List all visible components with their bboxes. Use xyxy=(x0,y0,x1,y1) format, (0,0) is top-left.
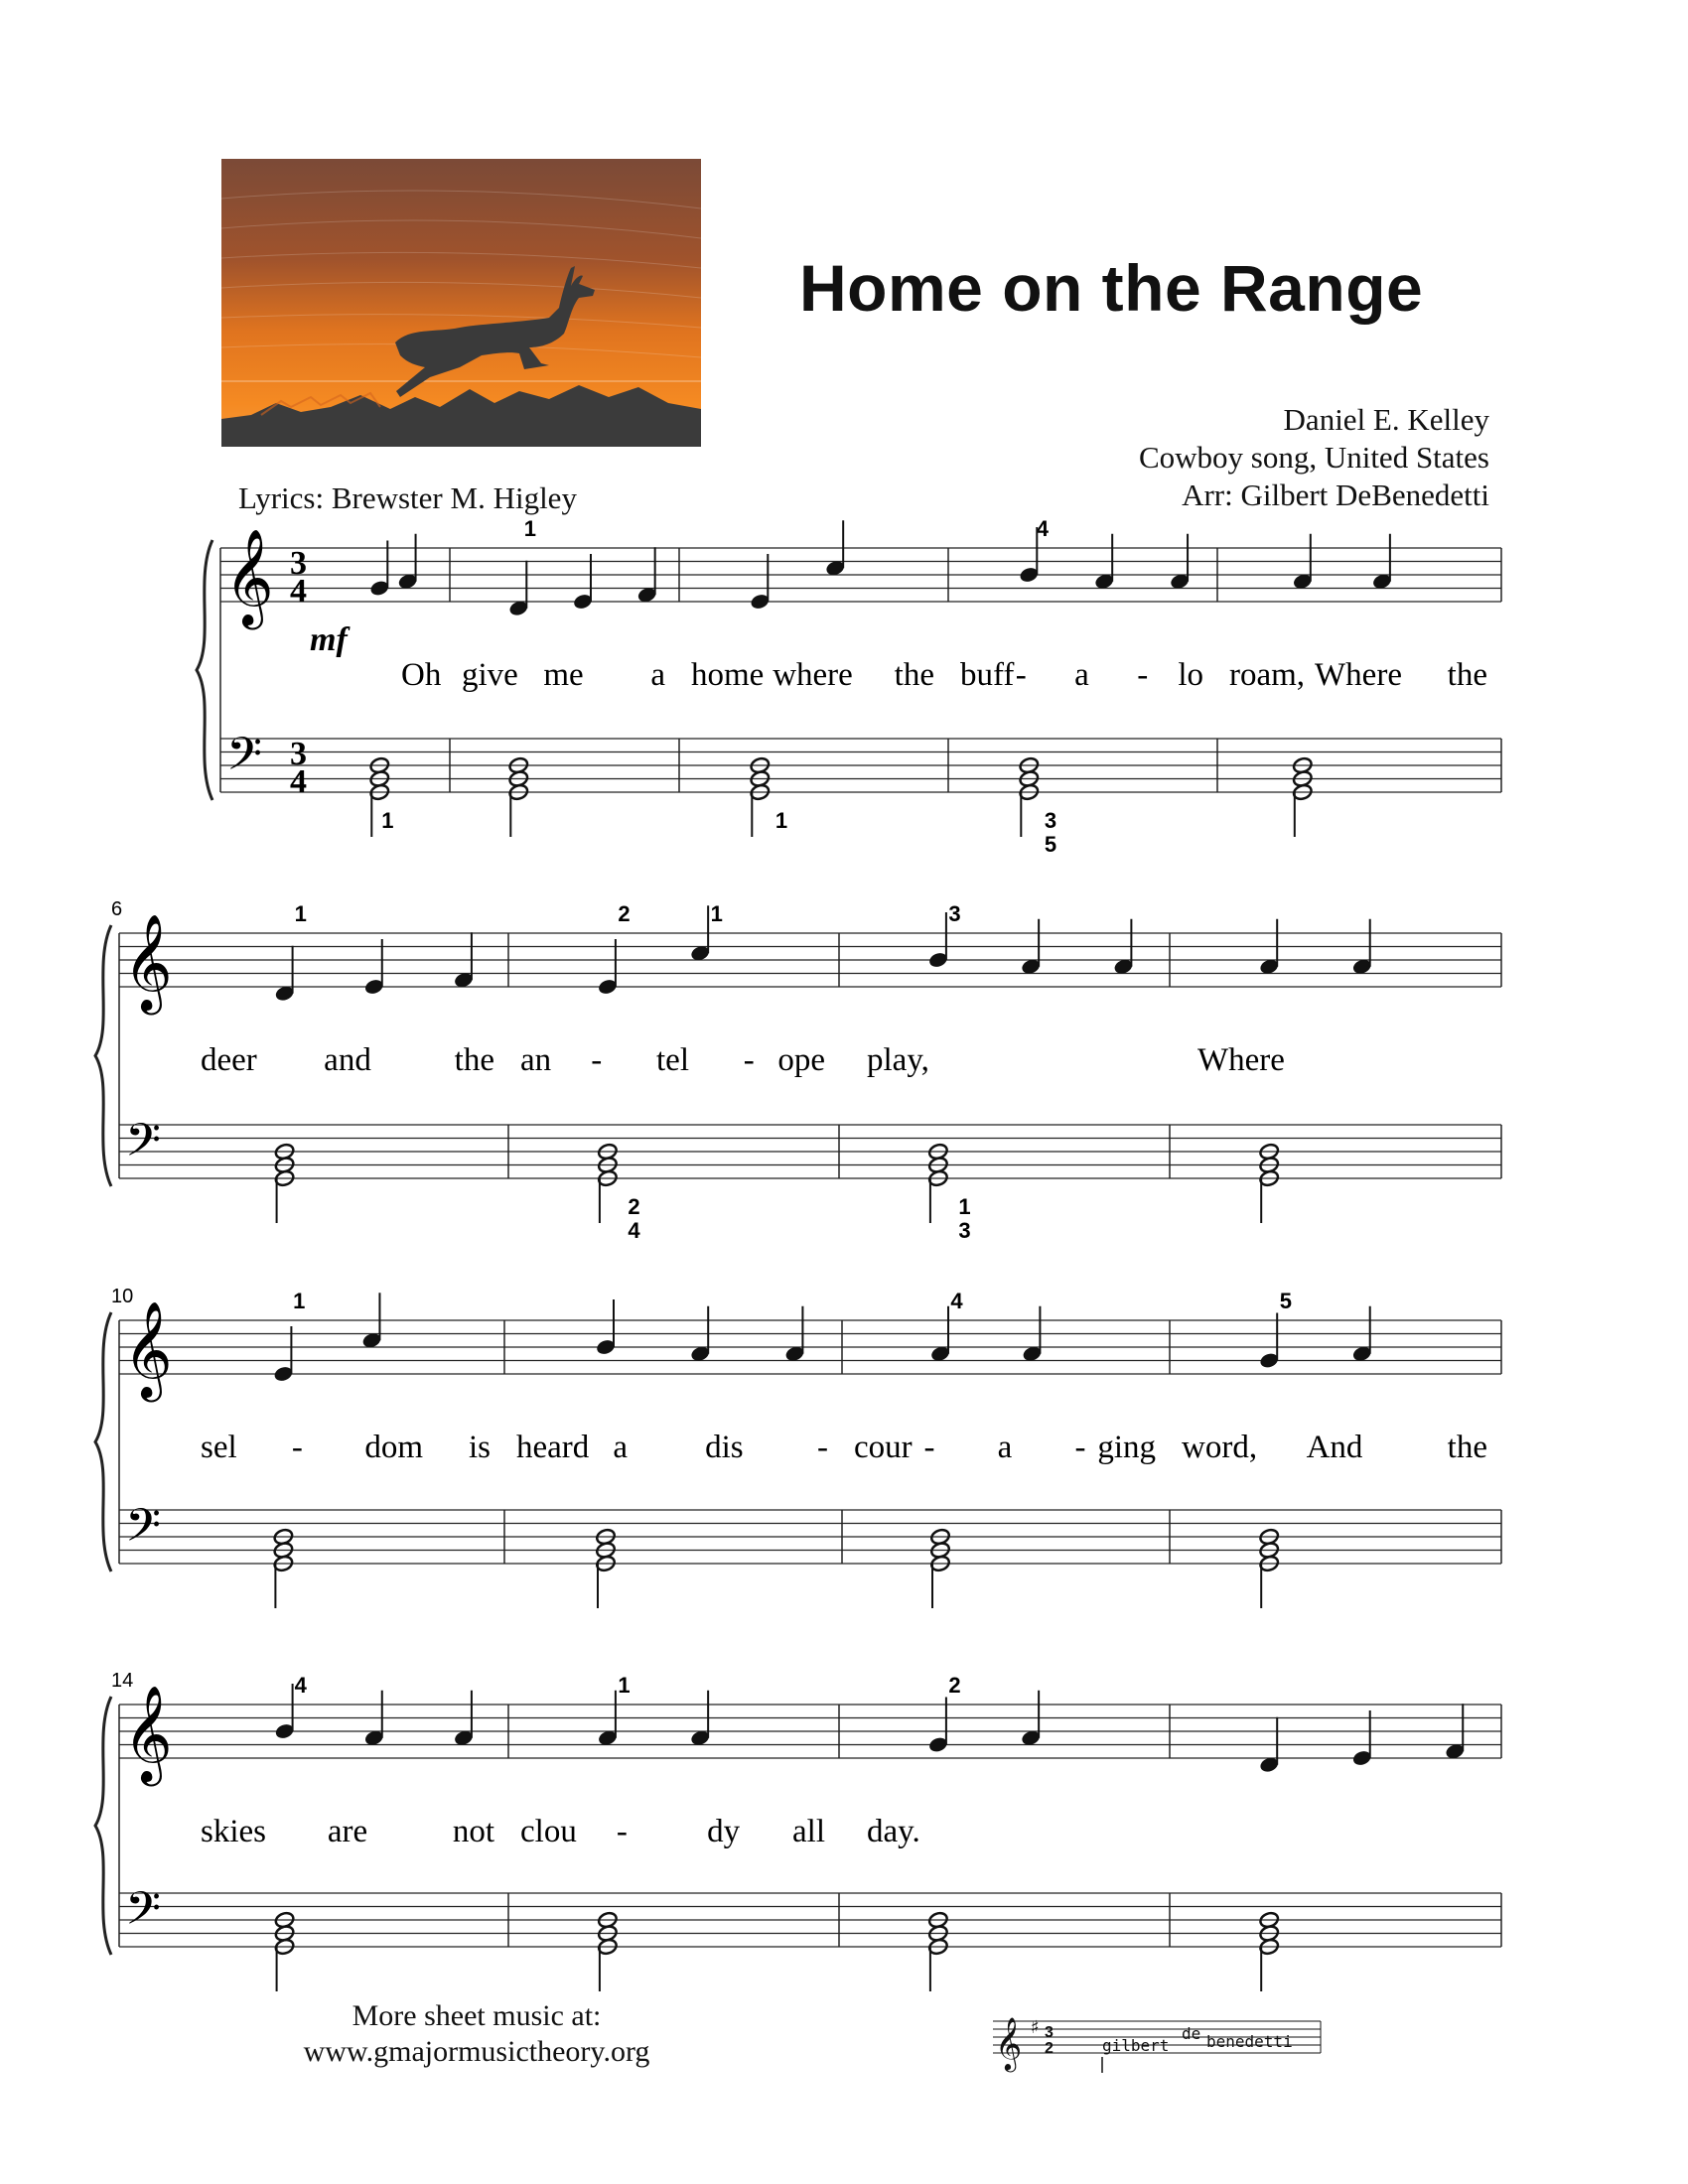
lyric-syllable: are xyxy=(327,1814,368,1849)
signature-logo xyxy=(993,1997,1331,2077)
treble-clef: 𝄞 xyxy=(123,1685,173,1782)
lyric-syllable: the xyxy=(1447,1430,1487,1465)
fingering-number: 1 xyxy=(958,1194,971,1219)
brace xyxy=(95,1312,111,1571)
lyric-syllable: day. xyxy=(867,1814,920,1849)
footer-url-link[interactable]: www.gmajormusictheory.org xyxy=(303,2035,650,2068)
treble-clef: 𝄞 xyxy=(123,1300,173,1398)
lyric-syllable: where xyxy=(773,657,853,693)
time-sig-bottom: 4 xyxy=(290,573,307,610)
bass-clef: 𝄢 xyxy=(125,1882,162,1947)
composer-credit: Daniel E. Kelley xyxy=(1283,402,1489,437)
lyricist-credit: Lyrics: Brewster M. Higley xyxy=(238,480,577,515)
lyric-syllable: tel xyxy=(656,1042,689,1078)
fingering-number: 4 xyxy=(1036,516,1049,541)
fingering-number: 1 xyxy=(618,1673,631,1698)
brace xyxy=(95,925,111,1186)
brace xyxy=(197,540,212,800)
bass-clef: 𝄢 xyxy=(226,728,263,792)
lyric-syllable: cour xyxy=(854,1430,913,1465)
lyric-syllable: - xyxy=(743,1042,755,1078)
lyric-syllable: a xyxy=(1074,657,1089,693)
lyric-syllable: me xyxy=(543,657,584,693)
lyric-syllable: heard xyxy=(516,1430,590,1465)
lyric-syllable: - xyxy=(1137,657,1149,693)
svg-text:de: de xyxy=(1182,2024,1201,2043)
page-title: Home on the Range xyxy=(799,251,1424,325)
fingering-number: 4 xyxy=(294,1673,307,1698)
bass-clef: 𝄢 xyxy=(125,1499,162,1564)
treble-clef: 𝄞 xyxy=(224,528,274,625)
fingering-number: 2 xyxy=(618,901,631,926)
lyric-syllable: And xyxy=(1306,1430,1363,1465)
lyric-syllable: a xyxy=(613,1430,628,1465)
lyric-syllable: all xyxy=(792,1814,825,1849)
time-sig-top: 3 xyxy=(290,736,307,772)
svg-text:♯: ♯ xyxy=(1031,2017,1040,2038)
lyric-syllable: clou xyxy=(520,1814,577,1849)
lyric-syllable: roam, xyxy=(1229,657,1306,693)
lyric-syllable: - xyxy=(616,1814,628,1849)
lyric-syllable: lo xyxy=(1178,657,1203,693)
lyric-syllable: dis xyxy=(705,1430,744,1465)
dynamic-mark: mf xyxy=(310,621,348,658)
fingering-number: 5 xyxy=(1279,1289,1293,1313)
fingering-number: 1 xyxy=(523,516,536,541)
lyric-syllable: an xyxy=(520,1042,552,1078)
origin-credit: Cowboy song, United States xyxy=(1138,440,1489,475)
lyric-syllable: deer xyxy=(201,1042,257,1078)
lyric-syllable: word, xyxy=(1182,1430,1258,1465)
svg-text:3: 3 xyxy=(1045,2024,1054,2041)
measure-number: 14 xyxy=(111,1670,134,1692)
treble-clef: 𝄞 xyxy=(123,913,173,1011)
lyric-syllable: skies xyxy=(201,1814,266,1849)
lyric-syllable: home xyxy=(691,657,765,693)
measure-number: 10 xyxy=(111,1286,134,1307)
lyric-syllable: - xyxy=(1015,657,1027,693)
lyric-syllable: - xyxy=(591,1042,603,1078)
lyric-syllable: a xyxy=(997,1430,1013,1465)
time-sig-top: 3 xyxy=(290,545,307,582)
fingering-number: 3 xyxy=(1044,808,1057,833)
lyric-syllable: ging xyxy=(1097,1430,1156,1465)
lyric-syllable: - xyxy=(923,1430,935,1465)
svg-text:2: 2 xyxy=(1045,2040,1054,2057)
footer-text xyxy=(268,1998,685,2070)
lyric-syllable: dom xyxy=(364,1430,424,1465)
lyric-syllable: play, xyxy=(867,1042,929,1078)
lyric-syllable: sel xyxy=(201,1430,237,1465)
lyric-syllable: - xyxy=(817,1430,828,1465)
fingering-number: 1 xyxy=(294,901,307,926)
lyric-syllable: - xyxy=(291,1430,303,1465)
measure-number: 6 xyxy=(111,898,123,920)
lyric-syllable: the xyxy=(1447,657,1487,693)
fingering-number: 1 xyxy=(381,808,394,833)
fingering-number: 4 xyxy=(950,1289,963,1313)
fingering-number: 5 xyxy=(1044,832,1057,857)
lyric-syllable: the xyxy=(454,1042,494,1078)
signature-text: gilbert xyxy=(1102,2036,1170,2055)
lyric-syllable: give xyxy=(462,657,518,693)
lyric-syllable: dy xyxy=(707,1814,741,1849)
fingering-number: 1 xyxy=(774,808,788,833)
lyric-syllable: Where xyxy=(1315,657,1402,693)
lyric-syllable: Where xyxy=(1197,1042,1285,1078)
lyric-syllable: and xyxy=(324,1042,371,1078)
lyric-syllable: the xyxy=(894,657,934,693)
lyric-syllable: is xyxy=(468,1430,491,1465)
arranger-credit: Arr: Gilbert DeBenedetti xyxy=(1182,478,1489,512)
fingering-number: 2 xyxy=(948,1673,961,1698)
svg-text:𝄞: 𝄞 xyxy=(995,2016,1023,2070)
time-sig-bottom: 4 xyxy=(290,763,307,800)
fingering-number: 2 xyxy=(628,1194,640,1219)
lyric-syllable: Oh xyxy=(401,657,442,693)
bass-clef: 𝄢 xyxy=(125,1114,162,1178)
lyric-syllable: not xyxy=(452,1814,494,1849)
fingering-number: 3 xyxy=(948,901,961,926)
footer-line1: More sheet music at: xyxy=(352,1999,602,2032)
lyric-syllable: ope xyxy=(777,1042,825,1078)
fingering-number: 1 xyxy=(293,1289,306,1313)
fingering-number: 3 xyxy=(958,1218,971,1243)
lyric-syllable: - xyxy=(1074,1430,1086,1465)
lyric-syllable: a xyxy=(650,657,665,693)
fingering-number: 1 xyxy=(710,901,723,926)
lyric-syllable: buff xyxy=(960,657,1015,693)
brace xyxy=(95,1697,111,1955)
svg-text:benedetti: benedetti xyxy=(1206,2032,1293,2051)
fingering-number: 4 xyxy=(628,1218,640,1243)
